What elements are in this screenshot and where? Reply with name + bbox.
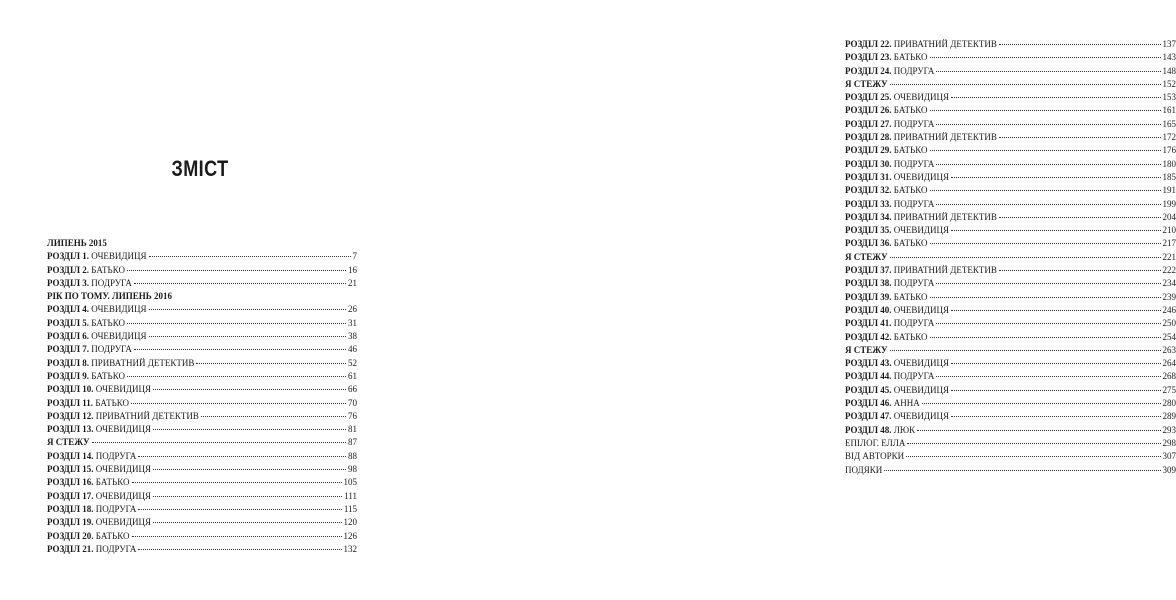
toc-page-number: 132 — [343, 543, 357, 554]
toc-entry — [845, 184, 1176, 197]
dot-leader — [951, 97, 1160, 98]
left-page — [0, 0, 400, 600]
toc-entry-title: ОЧЕВИДИЦЯ — [893, 92, 950, 103]
dot-leader — [906, 456, 1160, 457]
toc-part-heading — [47, 237, 357, 250]
toc-entry — [47, 317, 357, 330]
toc-chapter-label: РОЗДІЛ 24. — [845, 65, 892, 76]
toc-section-entry — [845, 251, 1176, 264]
toc-page-number: 105 — [343, 477, 357, 488]
dot-leader — [936, 283, 1160, 284]
toc-chapter-label: РОЗДІЛ 48. — [845, 424, 892, 435]
toc-entry — [47, 343, 357, 356]
toc-entry — [845, 464, 1176, 477]
toc-entry — [47, 490, 357, 503]
toc-chapter-label: РОЗДІЛ 21. — [47, 543, 94, 554]
toc-left-column — [47, 237, 357, 556]
toc-entry-title: БАТЬКО — [893, 291, 928, 302]
toc-entry — [845, 224, 1176, 237]
dot-leader — [153, 522, 341, 523]
toc-page-number: 221 — [1162, 251, 1176, 262]
toc-chapter-label: РОЗДІЛ 3. — [47, 277, 90, 288]
dot-leader — [127, 270, 346, 271]
toc-page-number: 199 — [1162, 198, 1176, 209]
toc-chapter-label: РОЗДІЛ 27. — [845, 118, 892, 129]
dot-leader — [951, 390, 1160, 391]
dot-leader — [999, 217, 1161, 218]
toc-entry-title: ПРИВАТНИЙ ДЕТЕКТИВ — [893, 132, 997, 143]
toc-page-number: 217 — [1162, 238, 1176, 249]
dot-leader — [196, 363, 346, 364]
toc-entry-title: ПОДРУГА — [893, 158, 935, 169]
dot-leader — [999, 137, 1161, 138]
toc-entry-title: ОЧЕВИДИЦЯ — [91, 331, 147, 342]
toc-page-number: 46 — [348, 344, 357, 355]
dot-leader — [930, 150, 1161, 151]
toc-page-number: 161 — [1162, 105, 1176, 116]
dot-leader — [951, 363, 1160, 364]
toc-entry-title: Я СТЕЖУ — [47, 437, 90, 448]
toc-page-number: 16 — [348, 264, 357, 275]
toc-entry — [845, 118, 1176, 131]
dot-leader — [132, 536, 342, 537]
toc-page-number: 26 — [348, 304, 357, 315]
toc-entry-title: БАТЬКО — [893, 52, 928, 63]
toc-chapter-label: РОЗДІЛ 46. — [845, 398, 892, 409]
toc-chapter-label: РОЗДІЛ 28. — [845, 132, 892, 143]
toc-page-number: 204 — [1162, 211, 1176, 222]
toc-chapter-label: РОЗДІЛ 22. — [845, 39, 892, 49]
toc-entry-title: ЛИПЕНЬ 2015 — [47, 238, 107, 248]
page-title: ЗМІСТ — [171, 156, 229, 181]
toc-entry-title: ПРИВАТНИЙ ДЕТЕКТИВ — [893, 211, 997, 222]
dot-leader — [134, 349, 346, 350]
toc-chapter-label: РОЗДІЛ 31. — [845, 171, 892, 182]
toc-page-number: 70 — [348, 397, 357, 408]
toc-entry-title: ОЧЕВИДИЦЯ — [95, 464, 152, 475]
toc-chapter-label: РОЗДІЛ 38. — [845, 278, 892, 289]
toc-page-number: 180 — [1162, 158, 1176, 169]
toc-entry — [47, 330, 357, 343]
toc-page-number: 268 — [1162, 371, 1176, 382]
dot-leader — [907, 443, 1160, 444]
toc-entry — [47, 503, 357, 516]
toc-entry-title: РІК ПО ТОМУ. ЛИПЕНЬ 2016 — [47, 291, 172, 302]
dot-leader — [131, 403, 346, 404]
toc-entry-title: БАТЬКО — [91, 370, 125, 381]
toc-entry-title: ПОДЯКИ — [845, 464, 883, 475]
toc-chapter-label: РОЗДІЛ 40. — [845, 304, 892, 315]
dot-leader — [132, 482, 342, 483]
toc-chapter-label: РОЗДІЛ 6. — [47, 331, 90, 342]
toc-chapter-label: РОЗДІЛ 30. — [845, 158, 892, 169]
toc-entry-title: ОЧЕВИДИЦЯ — [91, 251, 147, 262]
toc-entry — [845, 450, 1176, 463]
toc-entry — [47, 264, 357, 277]
toc-entry-title: БАТЬКО — [91, 317, 125, 328]
toc-entry-title: БАТЬКО — [893, 185, 928, 196]
toc-entry — [845, 51, 1176, 64]
toc-entry-title: ОЧЕВИДИЦЯ — [95, 517, 152, 528]
dot-leader — [936, 164, 1160, 165]
toc-chapter-label: РОЗДІЛ 5. — [47, 317, 90, 328]
toc-chapter-label: РОЗДІЛ 16. — [47, 477, 94, 488]
dot-leader — [930, 57, 1161, 58]
toc-entry-title: ОЧЕВИДИЦЯ — [893, 384, 950, 395]
right-page — [400, 0, 1176, 600]
toc-chapter-label: РОЗДІЛ 35. — [845, 225, 892, 236]
toc-entry — [845, 38, 1176, 51]
toc-chapter-label: РОЗДІЛ 15. — [47, 464, 94, 475]
toc-entry — [845, 424, 1176, 437]
toc-entry — [47, 423, 357, 436]
toc-entry — [845, 317, 1176, 330]
dot-leader — [951, 230, 1160, 231]
toc-entry-title: ПОДРУГА — [893, 371, 935, 382]
toc-page-number: 120 — [343, 517, 357, 528]
toc-page-number: 176 — [1162, 145, 1176, 156]
toc-entry — [47, 303, 357, 316]
toc-chapter-label: РОЗДІЛ 42. — [845, 331, 892, 342]
toc-entry — [47, 476, 357, 489]
dot-leader — [890, 350, 1161, 351]
dot-leader — [138, 549, 341, 550]
toc-entry-title: ПОДРУГА — [893, 318, 935, 329]
toc-part-heading — [47, 290, 357, 303]
toc-chapter-label: РОЗДІЛ 17. — [47, 490, 94, 501]
toc-page-number: 289 — [1162, 411, 1176, 422]
toc-chapter-label: РОЗДІЛ 20. — [47, 530, 94, 541]
dot-leader — [951, 310, 1160, 311]
toc-chapter-label: РОЗДІЛ 9. — [47, 370, 90, 381]
toc-chapter-label: РОЗДІЛ 36. — [845, 238, 892, 249]
toc-chapter-label: РОЗДІЛ 37. — [845, 265, 892, 276]
toc-entry-title: БАТЬКО — [91, 264, 125, 275]
toc-entry-title: ОЧЕВИДИЦЯ — [893, 171, 950, 182]
toc-page-number: 264 — [1162, 358, 1176, 369]
toc-chapter-label: РОЗДІЛ 11. — [47, 397, 94, 408]
toc-page-number: 87 — [348, 437, 357, 448]
toc-entry-title: ПОДРУГА — [893, 65, 935, 76]
toc-entry-title: БАТЬКО — [893, 105, 928, 116]
toc-page-number: 250 — [1162, 318, 1176, 329]
toc-page-number: 88 — [348, 450, 357, 461]
toc-page-number: 126 — [343, 530, 357, 541]
toc-page-number: 76 — [348, 410, 357, 421]
toc-section-entry — [47, 436, 357, 449]
toc-chapter-label: РОЗДІЛ 33. — [845, 198, 892, 209]
toc-entry-title: ОЧЕВИДИЦЯ — [893, 304, 950, 315]
toc-entry — [845, 131, 1176, 144]
toc-entry-title: ЛЮК — [893, 424, 916, 435]
toc-entry — [47, 370, 357, 383]
toc-entry-title: ПОДРУГА — [95, 503, 137, 514]
dot-leader — [936, 376, 1160, 377]
toc-entry — [845, 370, 1176, 383]
dot-leader — [936, 323, 1160, 324]
toc-entry-title: БАТЬКО — [893, 238, 928, 249]
dot-leader — [951, 416, 1160, 417]
toc-entry-title: ОЧЕВИДИЦЯ — [95, 384, 152, 395]
toc-entry-title: ЕПІЛОГ. ЕЛЛА — [845, 437, 906, 448]
toc-entry-title: БАТЬКО — [95, 397, 130, 408]
toc-entry-title: ВІД АВТОРКИ — [845, 451, 905, 462]
toc-chapter-label: РОЗДІЛ 4. — [47, 304, 90, 315]
toc-page-number: 307 — [1162, 451, 1176, 462]
toc-page-number: 98 — [348, 464, 357, 475]
dot-leader — [922, 403, 1161, 404]
dot-leader — [92, 442, 346, 443]
toc-entry — [47, 410, 357, 423]
dot-leader — [930, 110, 1161, 111]
toc-entry-title: БАТЬКО — [95, 477, 130, 488]
toc-page-number: 111 — [344, 490, 357, 501]
toc-entry — [845, 104, 1176, 117]
dot-leader — [138, 456, 346, 457]
dot-leader — [930, 297, 1161, 298]
toc-entry — [47, 450, 357, 463]
toc-entry — [47, 463, 357, 476]
toc-entry — [845, 264, 1176, 277]
toc-chapter-label: РОЗДІЛ 12. — [47, 410, 94, 421]
dot-leader — [153, 429, 346, 430]
toc-chapter-label: РОЗДІЛ 47. — [845, 411, 892, 422]
toc-entry-title: ПОДРУГА — [95, 543, 137, 554]
toc-entry-title: ОЧЕВИДИЦЯ — [91, 304, 147, 315]
toc-entry-title: ПОДРУГА — [91, 344, 132, 355]
dot-leader — [153, 496, 342, 497]
toc-page-number: 81 — [348, 424, 357, 435]
dot-leader — [138, 509, 341, 510]
toc-page-number: 275 — [1162, 384, 1176, 395]
toc-entry — [845, 237, 1176, 250]
toc-entry — [47, 277, 357, 290]
toc-entry-title: ПРИВАТНИЙ ДЕТЕКТИВ — [91, 357, 195, 368]
toc-chapter-label: РОЗДІЛ 34. — [845, 211, 892, 222]
toc-page-number: 293 — [1162, 424, 1176, 435]
toc-page-number: 153 — [1162, 92, 1176, 103]
toc-chapter-label: РОЗДІЛ 13. — [47, 424, 94, 435]
toc-entry-title: ПОДРУГА — [95, 450, 137, 461]
toc-entry — [845, 158, 1176, 171]
toc-entry-title: ПОДРУГА — [893, 198, 935, 209]
toc-entry-title: ПРИВАТНИЙ ДЕТЕКТИВ — [95, 410, 199, 421]
dot-leader — [153, 389, 346, 390]
dot-leader — [149, 336, 346, 337]
toc-chapter-label: РОЗДІЛ 1. — [47, 251, 90, 262]
toc-entry-title: ПРИВАТНИЙ ДЕТЕКТИВ — [893, 39, 997, 49]
toc-page-number: 172 — [1162, 132, 1176, 143]
toc-entry-title: АННА — [893, 398, 920, 409]
toc-chapter-label: РОЗДІЛ 44. — [845, 371, 892, 382]
toc-chapter-label: РОЗДІЛ 32. — [845, 185, 892, 196]
toc-entry — [845, 91, 1176, 104]
toc-page-number: 148 — [1162, 65, 1176, 76]
toc-page-number: 7 — [352, 251, 357, 262]
toc-chapter-label: РОЗДІЛ 29. — [845, 145, 892, 156]
dot-leader — [149, 256, 351, 257]
toc-chapter-label: РОЗДІЛ 45. — [845, 384, 892, 395]
toc-entry-title: ОЧЕВИДИЦЯ — [95, 490, 152, 501]
dot-leader — [127, 376, 346, 377]
toc-page-number: 234 — [1162, 278, 1176, 289]
dot-leader — [930, 190, 1161, 191]
toc-entry-title: Я СТЕЖУ — [845, 344, 888, 355]
toc-page-number: 165 — [1162, 118, 1176, 129]
toc-entry-title: БАТЬКО — [893, 331, 928, 342]
toc-chapter-label: РОЗДІЛ 10. — [47, 384, 94, 395]
dot-leader — [999, 270, 1161, 271]
dot-leader — [930, 337, 1161, 338]
toc-entry — [47, 383, 357, 396]
toc-entry-title: БАТЬКО — [95, 530, 130, 541]
toc-entry — [47, 250, 357, 263]
toc-page-number: 222 — [1162, 265, 1176, 276]
toc-chapter-label: РОЗДІЛ 41. — [845, 318, 892, 329]
toc-page-number: 263 — [1162, 344, 1176, 355]
toc-entry-title: ОЧЕВИДИЦЯ — [893, 411, 950, 422]
toc-chapter-label: РОЗДІЛ 2. — [47, 264, 90, 275]
toc-page-number: 309 — [1162, 464, 1176, 475]
toc-page-number: 298 — [1162, 437, 1176, 448]
dot-leader — [153, 469, 346, 470]
dot-leader — [936, 124, 1160, 125]
toc-chapter-label: РОЗДІЛ 43. — [845, 358, 892, 369]
toc-entry — [845, 277, 1176, 290]
toc-section-entry — [845, 344, 1176, 357]
toc-entry — [47, 357, 357, 370]
toc-entry — [845, 410, 1176, 423]
dot-leader — [930, 243, 1161, 244]
toc-chapter-label: РОЗДІЛ 25. — [845, 92, 892, 103]
toc-chapter-label: РОЗДІЛ 26. — [845, 105, 892, 116]
toc-entry-title: ПОДРУГА — [893, 118, 935, 129]
dot-leader — [127, 323, 346, 324]
toc-entry — [845, 211, 1176, 224]
toc-entry-title: Я СТЕЖУ — [845, 251, 888, 262]
toc-page-number: 21 — [348, 277, 357, 288]
toc-page-number: 152 — [1162, 78, 1176, 89]
toc-page-number: 61 — [348, 370, 357, 381]
toc-entry-title: ПРИВАТНИЙ ДЕТЕКТИВ — [893, 265, 997, 276]
toc-entry — [47, 530, 357, 543]
dot-leader — [201, 416, 346, 417]
toc-entry-title: ОЧЕВИДИЦЯ — [893, 225, 950, 236]
toc-page-number: 191 — [1162, 185, 1176, 196]
toc-entry — [47, 543, 357, 556]
dot-leader — [999, 44, 1161, 45]
toc-entry — [845, 357, 1176, 370]
toc-chapter-label: РОЗДІЛ 39. — [845, 291, 892, 302]
toc-entry — [845, 291, 1176, 304]
toc-page-number: 254 — [1162, 331, 1176, 342]
toc-chapter-label: РОЗДІЛ 23. — [845, 52, 892, 63]
toc-entry-title: ОЧЕВИДИЦЯ — [893, 358, 950, 369]
toc-chapter-label: РОЗДІЛ 19. — [47, 517, 94, 528]
toc-page-number: 210 — [1162, 225, 1176, 236]
dot-leader — [936, 71, 1160, 72]
toc-chapter-label: РОЗДІЛ 7. — [47, 344, 90, 355]
toc-entry — [845, 397, 1176, 410]
dot-leader — [149, 309, 346, 310]
toc-page-number: 185 — [1162, 171, 1176, 182]
toc-page-number: 31 — [348, 317, 357, 328]
toc-page-number: 246 — [1162, 304, 1176, 315]
toc-entry — [845, 331, 1176, 344]
toc-chapter-label: РОЗДІЛ 18. — [47, 503, 94, 514]
toc-entry — [845, 384, 1176, 397]
dot-leader — [951, 177, 1160, 178]
toc-entry — [845, 65, 1176, 78]
dot-leader — [936, 204, 1160, 205]
dot-leader — [890, 257, 1161, 258]
dot-leader — [917, 430, 1160, 431]
toc-chapter-label: РОЗДІЛ 14. — [47, 450, 94, 461]
toc-entry-title: Я СТЕЖУ — [845, 78, 888, 89]
toc-page-number: 52 — [348, 357, 357, 368]
toc-entry — [845, 437, 1176, 450]
toc-page-number: 115 — [343, 503, 357, 514]
dot-leader — [134, 283, 346, 284]
toc-entry — [845, 198, 1176, 211]
toc-entry-title: ПОДРУГА — [893, 278, 935, 289]
toc-page-number: 239 — [1162, 291, 1176, 302]
toc-entry — [845, 171, 1176, 184]
dot-leader — [890, 84, 1161, 85]
dot-leader — [884, 470, 1160, 471]
toc-page-number: 143 — [1162, 52, 1176, 63]
toc-chapter-label: РОЗДІЛ 8. — [47, 357, 90, 368]
toc-entry — [47, 397, 357, 410]
toc-entry-title: ПОДРУГА — [91, 277, 132, 288]
toc-page-number: 66 — [348, 384, 357, 395]
toc-page-number: 280 — [1162, 398, 1176, 409]
toc-page-number: 137 — [1162, 39, 1176, 49]
toc-right-column — [845, 38, 1176, 477]
toc-entry — [47, 516, 357, 529]
toc-section-entry — [845, 78, 1176, 91]
toc-page-number: 38 — [348, 331, 357, 342]
toc-entry-title: БАТЬКО — [893, 145, 928, 156]
toc-entry — [845, 144, 1176, 157]
toc-entry — [845, 304, 1176, 317]
toc-entry-title: ОЧЕВИДИЦЯ — [95, 424, 152, 435]
